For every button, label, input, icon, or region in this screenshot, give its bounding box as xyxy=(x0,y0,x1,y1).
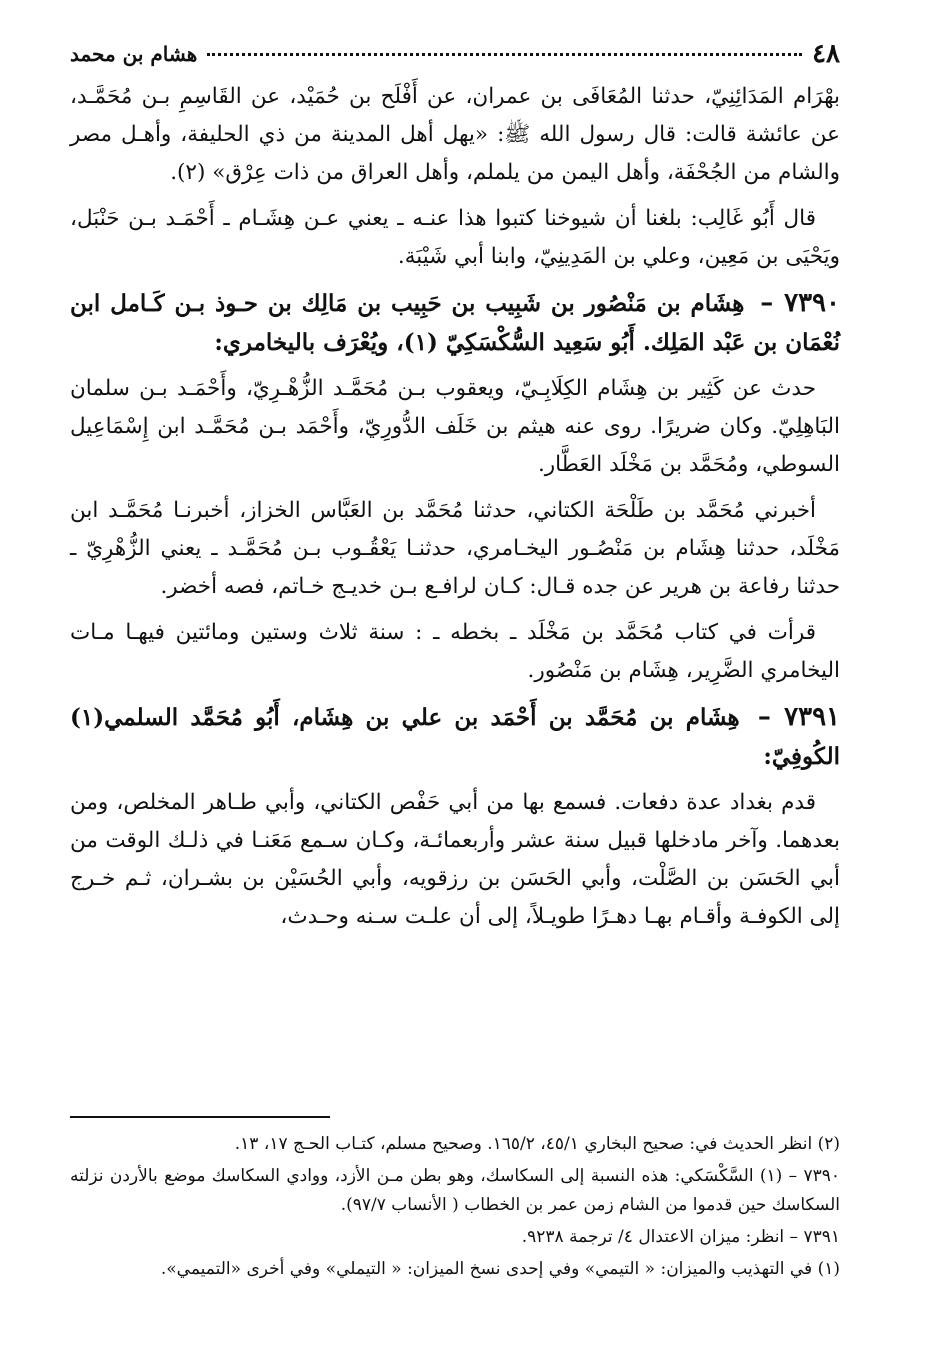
footnotes xyxy=(70,1130,840,1287)
main-text xyxy=(70,78,840,936)
entry-title: هِشَام بن مُحَمَّد بن أَحْمَد بن علي بن هِشَام، أَبُو مُحَمَّد السلمي(١) الكُوفِيّ: xyxy=(70,704,840,770)
footnote: ٧٣٩٠ – (١) السَّكْسَكي: هذه النسبة إلى السكاسك، وهو بطن مـن الأزد، ووادي السكاسك موضع بالأردن نزلته السكاسك حين قدموا من الشام زمن عمر بن الخطاب ( الأنساب ٩٧/٧). xyxy=(70,1166,840,1215)
page-header xyxy=(70,34,840,74)
header-dot-leader xyxy=(207,53,802,56)
entry-heading-7390 xyxy=(70,284,840,362)
footnote: (٢) انظر الحديث في: صحيح البخاري ٤٥/١، ١٦٥/٢. وصحيح مسلم، كتـاب الحـج ١٧، ١٣. xyxy=(234,1134,840,1154)
entry-number: ٧٣٩٠ – xyxy=(760,288,840,318)
page-number: ٤٨ xyxy=(812,39,840,69)
running-title: هشام بن محمد xyxy=(70,42,198,66)
paragraph-continuation: بهْرَام المَدَائِنِيّ، حدثنا المُعَافَى بن عمران، عن أَفْلَح بن حُمَيْد، عن القَاسِمِ بـن مُحَمَّـد، عن عائشة قالت: قال رسول الله ﷺ: «يهل أهل المدينة من ذي الحليفة، وأهـل مصر والشام من الجُحْفَة، وأهل اليمن من يلملم، وأهل العراق من ذات عِرْق» (٢). xyxy=(70,84,840,185)
book-page xyxy=(70,34,840,1279)
paragraph-isnad: أخبرني مُحَمَّد بن طَلْحَة الكتاني، حدثنا مُحَمَّد بن العَبَّاس الخزاز، أخبرنـا مُحَمَّـد ابن مَخْلَد، حدثنا هِشَام بن مَنْصُـور اليخـامري، حدثنـا يَعْقُـوب بـن مُحَمَّـد ـ يعني الزُّهْرِيّ ـ حدثنا رفاعة بن هرير عن جده قـال: كـان لرافـع بـن خديـج خـاتم، فصه أخضر. xyxy=(70,498,840,599)
paragraph-abu-ghalib: قال أَبُو غَالِب: بلغنا أن شيوخنا كتبوا هذا عنـه ـ يعني عـن هِشَـام ـ أَحْمَـد بـن حَنْبَل، ويَحْيَى بن مَعِين، وعلي بن المَدِينِيّ، وابنا أبي شَيْبَة. xyxy=(70,206,840,269)
paragraph-baghdad: قدم بغداد عدة دفعات. فسمع بها من أبي حَفْص الكتاني، وأبي طـاهر المخلص، ومن بعدهما. وآخر مادخلها قبيل سنة عشر وأربعمائـة، وكـان سـمع مَعَنـا في ذلـك الوقت من أبي الحَسَن بن الصَّلْت، وأبي الحَسَن بن رزقويه، وأبي الحُسَيْن بن بشـران، ثـم خـرج إلى الكوفـة وأقـام بهـا دهـرًا طويـلاً، إلى أن علـت سـنه وحـدث، xyxy=(70,790,840,929)
footnote-separator xyxy=(70,1116,330,1118)
entry-title: هِشَام بن مَنْصُور بن شَبِيب بن حَبِيب بن مَالِك بن حـوذ بـن كَـامل ابن نُعْمَان بن عَبْد المَلِك. أَبُو سَعِيد السُّكْسَكِيّ (١)، ويُعْرَف باليخامري: xyxy=(70,290,840,356)
paragraph-narrators: حدث عن كَثِير بن هِشَام الكِلَابِـيّ، ويعقوب بـن مُحَمَّـد الزُّهْـرِيّ، وأَحْمَـد بـن سلمان البَاهِلِيّ. وكان ضريرًا. روى عنه هيثم بن خَلَف الدُّورِيّ، وأَحْمَد بـن مُحَمَّـد ابن إِسْمَاعِيل السوطي، ومُحَمَّد بن مَخْلَد العَطَّار. xyxy=(70,376,840,477)
footnote: ٧٣٩١ – انظر: ميزان الاعتدال ٤/ ترجمة ٩٢٣٨. xyxy=(521,1227,840,1247)
entry-number: ٧٣٩١ – xyxy=(757,702,840,732)
footnote: (١) في التهذيب والميزان: « التيمي» وفي إحدى نسخ الميزان: « التيملي» وفي أخرى «التميمي». xyxy=(160,1259,840,1279)
paragraph-death: قرأت في كتاب مُحَمَّد بن مَخْلَد ـ بخطه ـ : سنة ثلاث وستين ومائتين فيهـا مـات اليخامري الضَّرِير، هِشَام بن مَنْصُور. xyxy=(70,620,840,683)
entry-heading-7391 xyxy=(70,698,840,776)
